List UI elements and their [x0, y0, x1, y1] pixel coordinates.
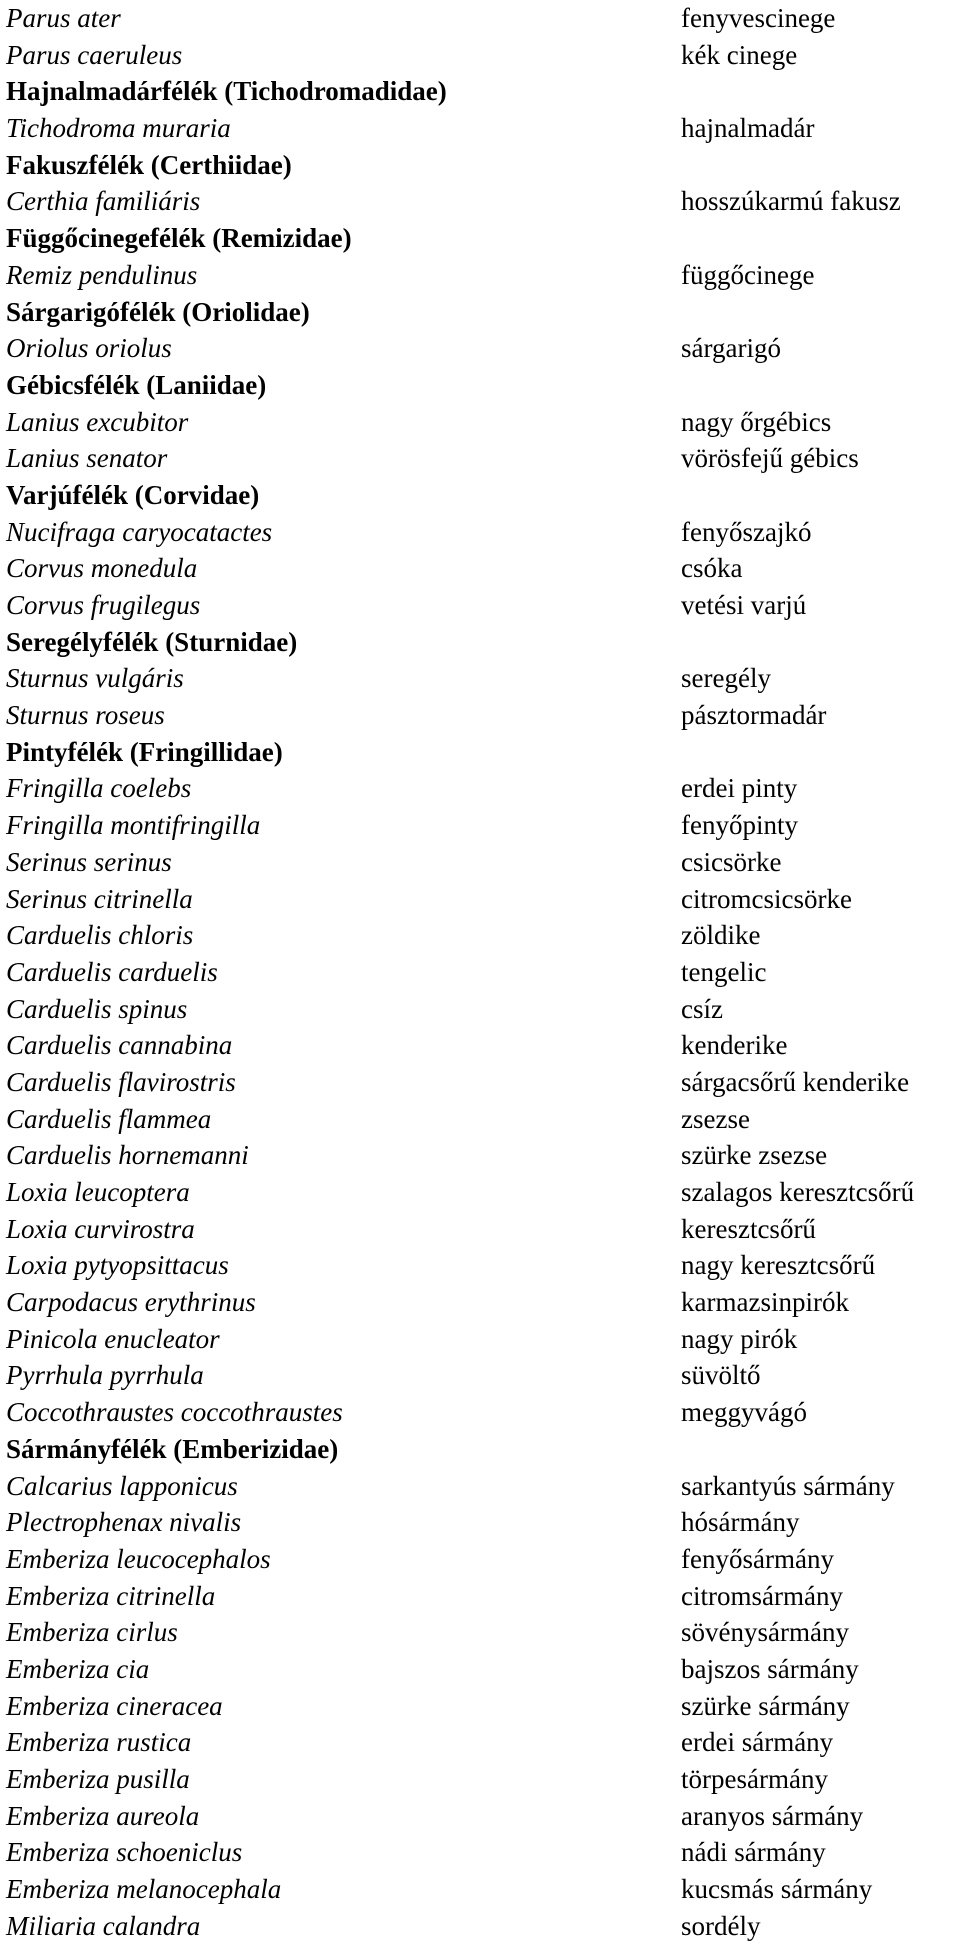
scientific-name: Coccothraustes coccothraustes [6, 1397, 343, 1428]
scientific-name: Carduelis flammea [6, 1103, 212, 1134]
scientific-name: Corvus frugilegus [6, 590, 201, 620]
scientific-name: Lanius senator [6, 443, 168, 474]
scientific-name: Nucifraga caryocatactes [6, 516, 273, 547]
hungarian-name: kék cinege [681, 39, 798, 70]
hungarian-name: fenyőpinty [681, 810, 798, 841]
hungarian-name: hosszúkarmú fakusz [681, 186, 901, 217]
scientific-name: Emberiza leucocephalos [6, 1543, 271, 1574]
hungarian-name: aranyos sármány [681, 1800, 864, 1831]
hungarian-name: sordély [681, 1910, 761, 1941]
species-row [0, 881, 960, 918]
hungarian-name: hósármány [681, 1507, 800, 1538]
scientific-name: Sturnus roseus [6, 700, 165, 731]
scientific-name: Tichodroma muraria [6, 113, 231, 144]
species-row [0, 1357, 960, 1394]
family-heading-row [0, 1431, 960, 1468]
scientific-name: Calcarius lapponicus [6, 1470, 238, 1501]
family-heading: Sármányfélék (Emberizidae) [6, 1433, 339, 1464]
hungarian-name: sárgarigó [681, 333, 781, 364]
species-row [0, 1027, 960, 1064]
species-row [0, 1174, 960, 1211]
hungarian-name: sárgacsőrű kenderike [681, 1066, 910, 1097]
family-heading: Varjúfélék (Corvidae) [6, 479, 260, 510]
scientific-name: Lanius excubitor [6, 406, 189, 437]
scientific-name: Carduelis cannabina [6, 1030, 233, 1061]
species-row [0, 1688, 960, 1725]
scientific-name: Carduelis flavirostris [6, 1066, 236, 1097]
species-row [0, 1578, 960, 1615]
scientific-name: Plectrophenax nivalis [6, 1507, 242, 1538]
species-row [0, 1137, 960, 1174]
hungarian-name: citromcsicsörke [681, 883, 852, 914]
scientific-name: Fringilla montifringilla [6, 810, 261, 841]
species-row [0, 1504, 960, 1541]
scientific-name: Pyrrhula pyrrhula [6, 1360, 204, 1391]
family-heading: Pintyfélék (Fringillidae) [6, 736, 283, 767]
species-row [0, 1064, 960, 1101]
scientific-name: Sturnus vulgáris [6, 663, 184, 694]
scientific-name: Corvus monedula [6, 553, 198, 584]
species-row [0, 183, 960, 220]
hungarian-name: nagy pirók [681, 1323, 798, 1354]
scientific-name: Emberiza cirlus [6, 1617, 178, 1648]
species-row [0, 1321, 960, 1358]
species-row [0, 1761, 960, 1798]
scientific-name: Loxia curvirostra [6, 1213, 195, 1244]
family-heading: Hajnalmadárfélék (Tichodromadidae) [6, 76, 447, 107]
scientific-name: Emberiza cia [6, 1653, 150, 1684]
scientific-name: Pinicola enucleator [6, 1323, 220, 1354]
species-row [0, 660, 960, 697]
scientific-name: Loxia leucoptera [6, 1177, 190, 1207]
species-row [0, 1651, 960, 1688]
hungarian-name: szürke zsezse [681, 1140, 828, 1171]
hungarian-name: szalagos keresztcsőrű [681, 1177, 915, 1207]
hungarian-name: keresztcsőrű [681, 1213, 816, 1244]
scientific-name: Carduelis chloris [6, 920, 194, 951]
species-row [0, 807, 960, 844]
species-row [0, 404, 960, 441]
family-heading-row [0, 294, 960, 331]
hungarian-name: vetési varjú [681, 590, 807, 620]
species-row [0, 1908, 960, 1944]
hungarian-name: szürke sármány [681, 1690, 850, 1721]
species-row [0, 844, 960, 881]
species-row [0, 257, 960, 294]
scientific-name: Emberiza aureola [6, 1800, 200, 1831]
family-heading: Seregélyfélék (Sturnidae) [6, 626, 298, 657]
species-row [0, 991, 960, 1028]
hungarian-name: meggyvágó [681, 1397, 807, 1428]
hungarian-name: tengelic [681, 956, 767, 987]
family-heading-row [0, 147, 960, 184]
scientific-name: Parus caeruleus [6, 39, 183, 70]
species-row [0, 37, 960, 74]
species-row [0, 770, 960, 807]
hungarian-name: nagy őrgébics [681, 406, 832, 437]
species-row [0, 0, 960, 37]
scientific-name: Carduelis carduelis [6, 956, 218, 987]
family-heading-row [0, 220, 960, 257]
family-heading: Gébicsfélék (Laniidae) [6, 369, 267, 400]
hungarian-name: citromsármány [681, 1580, 843, 1611]
species-row [0, 917, 960, 954]
scientific-name: Fringilla coelebs [6, 773, 192, 804]
hungarian-name: seregély [681, 663, 771, 694]
scientific-name: Emberiza citrinella [6, 1580, 216, 1611]
species-row [0, 550, 960, 587]
family-heading-row [0, 477, 960, 514]
species-row [0, 587, 960, 624]
family-heading: Sárgarigófélék (Oriolidae) [6, 296, 310, 327]
hungarian-name: fenyősármány [681, 1543, 834, 1574]
scientific-name: Miliaria calandra [6, 1910, 201, 1941]
scientific-name: Emberiza melanocephala [6, 1874, 282, 1905]
hungarian-name: kenderike [681, 1030, 788, 1061]
species-row [0, 1394, 960, 1431]
hungarian-name: fenyvescinege [681, 3, 836, 33]
hungarian-name: erdei pinty [681, 773, 798, 804]
hungarian-name: nagy keresztcsőrű [681, 1250, 876, 1281]
species-row [0, 440, 960, 477]
scientific-name: Serinus serinus [6, 846, 172, 877]
species-row [0, 110, 960, 147]
species-row [0, 1724, 960, 1761]
species-row [0, 330, 960, 367]
scientific-name: Loxia pytyopsittacus [6, 1250, 229, 1281]
family-heading: Függőcinegefélék (Remizidae) [6, 223, 352, 254]
hungarian-name: karmazsinpirók [681, 1287, 849, 1318]
hungarian-name: sövénysármány [681, 1617, 849, 1648]
hungarian-name: függőcinege [681, 259, 815, 290]
species-row [0, 1614, 960, 1651]
scientific-name: Emberiza pusilla [6, 1764, 190, 1794]
scientific-name: Emberiza rustica [6, 1727, 192, 1758]
hungarian-name: törpesármány [681, 1764, 828, 1794]
species-row [0, 1798, 960, 1835]
scientific-name: Serinus citrinella [6, 883, 193, 914]
family-heading-row [0, 624, 960, 661]
family-heading: Fakuszfélék (Certhiidae) [6, 149, 292, 180]
species-row [0, 1541, 960, 1578]
species-row [0, 1211, 960, 1248]
hungarian-name: csicsörke [681, 846, 782, 877]
scientific-name: Certhia familiáris [6, 186, 201, 217]
hungarian-name: csóka [681, 553, 743, 584]
hungarian-name: zsezse [681, 1103, 750, 1134]
scientific-name: Emberiza cineracea [6, 1690, 223, 1721]
species-row [0, 697, 960, 734]
hungarian-name: nádi sármány [681, 1837, 826, 1868]
hungarian-name: bajszos sármány [681, 1653, 859, 1684]
hungarian-name: erdei sármány [681, 1727, 834, 1758]
hungarian-name: vörösfejű gébics [681, 443, 859, 474]
species-row [0, 1468, 960, 1505]
species-row [0, 1834, 960, 1871]
species-row [0, 1284, 960, 1321]
hungarian-name: pásztormadár [681, 700, 827, 731]
hungarian-name: hajnalmadár [681, 113, 815, 144]
hungarian-name: kucsmás sármány [681, 1874, 873, 1905]
scientific-name: Emberiza schoeniclus [6, 1837, 243, 1868]
hungarian-name: fenyőszajkó [681, 516, 812, 547]
species-row [0, 1871, 960, 1908]
species-row [0, 1247, 960, 1284]
scientific-name: Carpodacus erythrinus [6, 1287, 256, 1318]
hungarian-name: sarkantyús sármány [681, 1470, 895, 1501]
scientific-name: Carduelis spinus [6, 993, 188, 1024]
scientific-name: Carduelis hornemanni [6, 1140, 249, 1171]
species-row [0, 1101, 960, 1138]
scientific-name: Remiz pendulinus [6, 259, 198, 290]
hungarian-name: csíz [681, 993, 723, 1024]
family-heading-row [0, 734, 960, 771]
species-row [0, 954, 960, 991]
scientific-name: Parus ater [6, 3, 121, 33]
hungarian-name: zöldike [681, 920, 761, 951]
family-heading-row [0, 73, 960, 110]
family-heading-row [0, 367, 960, 404]
hungarian-name: süvöltő [681, 1360, 761, 1391]
species-row [0, 514, 960, 551]
scientific-name: Oriolus oriolus [6, 333, 172, 364]
